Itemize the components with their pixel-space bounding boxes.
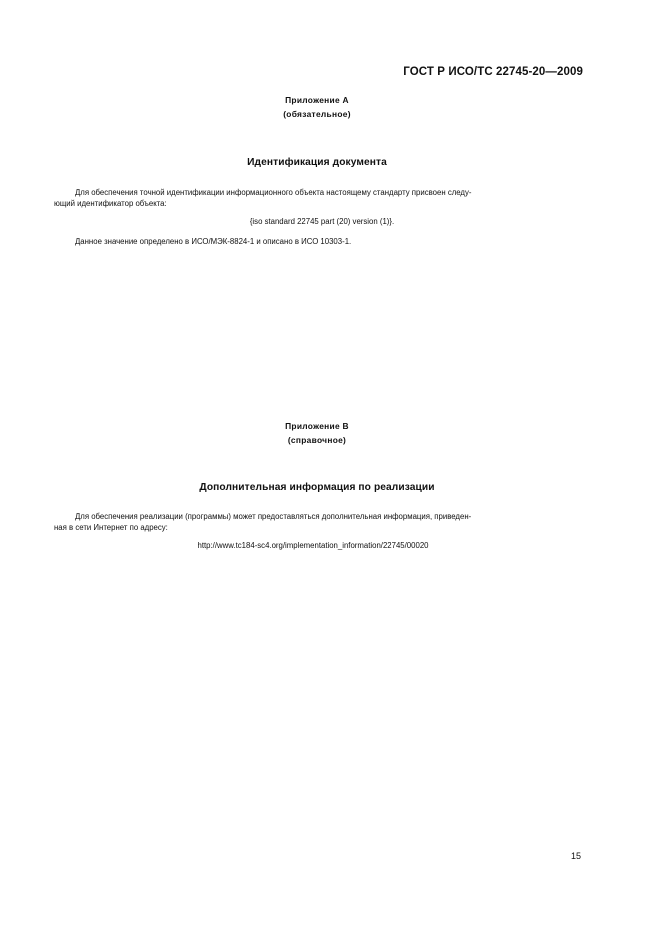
- implementation-info-url: http://www.tc184-sc4.org/implementation_information/22745/00020: [197, 541, 429, 550]
- appendix-b-paragraph-1: [54, 511, 580, 533]
- appendix-a-paragraph-1-line-1: Для обеспечения точной идентификации информационного объекта настоящему стандарту присвоен следу-: [75, 188, 472, 197]
- object-identifier: {iso standard 22745 part (20) version (1)}.: [249, 217, 395, 226]
- appendix-b-title: [0, 419, 634, 447]
- appendix-a-label: Приложение А: [285, 95, 349, 105]
- appendix-a-paragraph-1: [54, 187, 580, 209]
- appendix-b-paragraph-1-line-1: Для обеспечения реализации (программы) может предоставляться дополнительная информация, приведен-: [75, 512, 472, 521]
- appendix-a-paragraph-2-text: Данное значение определено в ИСО/МЭК-8824-1 и описано в ИСО 10303-1.: [75, 237, 352, 246]
- document-standard-header: ГОСТ Р ИСО/ТС 22745-20—2009: [403, 66, 583, 78]
- appendix-a-title: [0, 93, 634, 121]
- appendix-a-paragraph-2: [75, 236, 580, 247]
- page-number: 15: [571, 851, 582, 861]
- appendix-a-paragraph-1-line-2: ющий идентификатор объекта:: [54, 199, 167, 208]
- appendix-a-status: (обязательное): [283, 109, 351, 119]
- appendix-a-heading: Идентификация документа: [247, 157, 387, 168]
- appendix-b-status: (справочное): [287, 435, 347, 445]
- appendix-b-label: Приложение В: [285, 421, 349, 431]
- appendix-b-paragraph-1-line-2: ная в сети Интернет по адресу:: [54, 523, 168, 532]
- appendix-b-heading: Дополнительная информация по реализации: [199, 482, 435, 493]
